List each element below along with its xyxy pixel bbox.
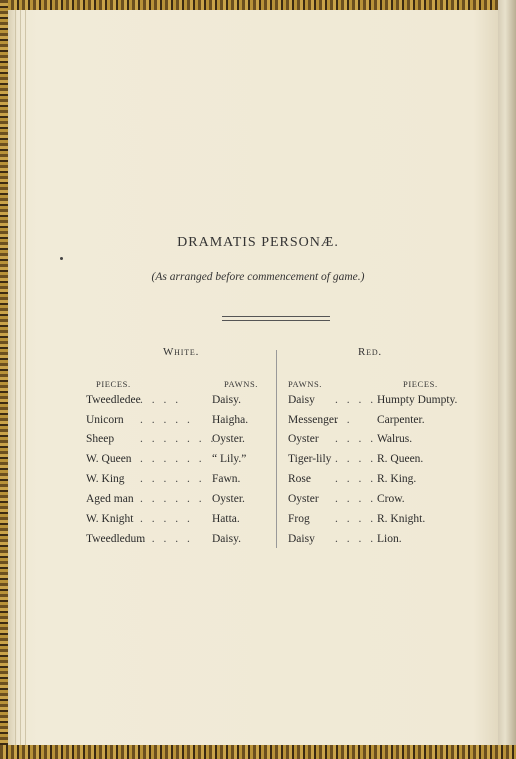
- leader-dots: . . . .: [335, 433, 377, 445]
- red-pieces-header: PIECES.: [403, 379, 438, 389]
- white-pawn: Fawn.: [212, 473, 241, 485]
- red-piece: R. King.: [377, 473, 417, 485]
- white-piece: W. Queen: [86, 453, 132, 465]
- leader-dots: . . . .: [335, 473, 377, 485]
- red-piece: Lion.: [377, 533, 402, 545]
- leader-dots: . . . . . .: [140, 453, 205, 465]
- red-pawn: Daisy: [288, 394, 315, 406]
- page-border-left: [0, 0, 8, 759]
- double-rule: [222, 316, 330, 317]
- leader-dots: . . . . . .: [140, 473, 205, 485]
- red-heading: Red.: [358, 346, 382, 358]
- white-pawn: Daisy.: [212, 394, 241, 406]
- red-piece: R. Knight.: [377, 513, 426, 525]
- white-heading: White.: [163, 346, 200, 358]
- page-subtitle: (As arranged before commencement of game.): [151, 271, 365, 283]
- white-pawn: “ Lily.”: [212, 453, 247, 465]
- leader-dots: . . . . .: [140, 513, 193, 525]
- leader-dots: . . . .: [335, 493, 377, 505]
- gutter-line: [15, 10, 16, 747]
- cast-row: [0, 533, 516, 553]
- white-pawn: Oyster.: [212, 493, 245, 505]
- white-pawn: Haigha.: [212, 414, 249, 426]
- red-pawn: Rose: [288, 473, 311, 485]
- white-piece: W. King: [86, 473, 125, 485]
- leader-dots: . .: [335, 414, 353, 426]
- page-edge-right: [498, 0, 516, 759]
- white-piece: Aged man: [86, 493, 134, 505]
- red-pawn: Messenger: [288, 414, 338, 426]
- white-pieces-header: PIECES.: [96, 379, 131, 389]
- leader-dots: . . . .: [335, 533, 377, 545]
- page-border-bottom: [0, 745, 516, 759]
- leader-dots: . . . .: [335, 453, 377, 465]
- cast-row: [0, 473, 516, 493]
- cast-row: [0, 453, 516, 473]
- cast-row: [0, 414, 516, 434]
- white-piece: Unicorn: [86, 414, 124, 426]
- ink-speck: [60, 257, 63, 260]
- cast-row: [0, 493, 516, 513]
- red-piece: Walrus.: [377, 433, 413, 445]
- red-piece: Humpty Dumpty.: [377, 394, 458, 406]
- leader-dots: . . . .: [335, 394, 377, 406]
- red-pawn: Frog: [288, 513, 310, 525]
- red-pawn: Daisy: [288, 533, 315, 545]
- white-pawn: Oyster.: [212, 433, 245, 445]
- cast-row: [0, 394, 516, 414]
- leader-dots: . . . .: [140, 394, 182, 406]
- red-piece: Crow.: [377, 493, 405, 505]
- red-pawn: Oyster: [288, 493, 319, 505]
- page-title: DRAMATIS PERSONÆ.: [177, 235, 339, 250]
- leader-dots: . . . .: [335, 513, 377, 525]
- white-pawns-header: PAWNS.: [224, 379, 259, 389]
- white-piece: Sheep: [86, 433, 115, 445]
- cast-row: [0, 513, 516, 533]
- leader-dots: . . . . .: [140, 414, 193, 426]
- leader-dots: . . . . .: [140, 533, 193, 545]
- white-piece: Tweedledum: [86, 533, 146, 545]
- red-piece: R. Queen.: [377, 453, 424, 465]
- cast-row: [0, 433, 516, 453]
- red-pawns-header: PAWNS.: [288, 379, 323, 389]
- gutter-line: [25, 10, 26, 747]
- white-pawn: Hatta.: [212, 513, 240, 525]
- red-pawn: Oyster: [288, 433, 319, 445]
- double-rule: [222, 320, 330, 321]
- red-piece: Carpenter.: [377, 414, 425, 426]
- white-piece: W. Knight: [86, 513, 134, 525]
- leader-dots: . . . . . .: [140, 493, 205, 505]
- leader-dots: . . . . . . .: [140, 433, 217, 445]
- gutter-line: [20, 10, 21, 747]
- red-pawn: Tiger-lily: [288, 453, 332, 465]
- white-piece: Tweedledee: [86, 394, 141, 406]
- white-pawn: Daisy.: [212, 533, 241, 545]
